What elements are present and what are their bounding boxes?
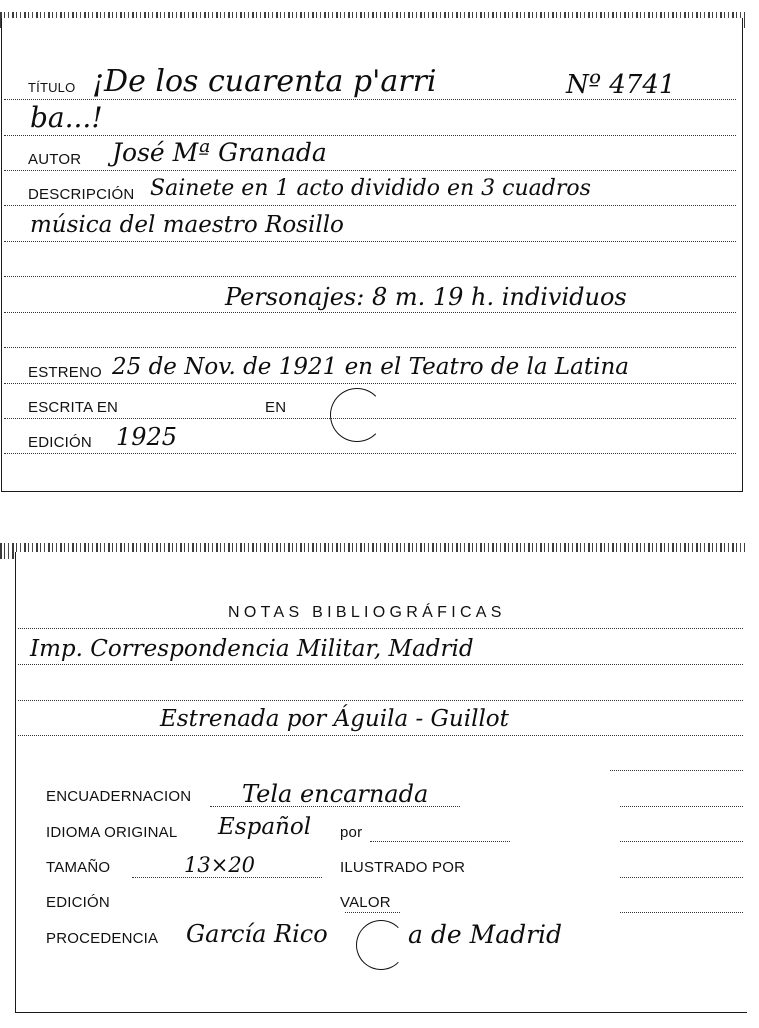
label-tamano: TAMAÑO	[46, 859, 111, 876]
rule-line	[18, 628, 743, 629]
rule-line	[18, 700, 743, 701]
rule-line	[4, 383, 736, 384]
label-por: por	[340, 824, 363, 841]
rule-line	[4, 312, 736, 313]
label-edicion: EDICIÓN	[28, 434, 92, 451]
handwritten-description-2: música del maestro Rosillo	[30, 212, 344, 238]
handwritten-language: Español	[218, 814, 312, 840]
label-ilustrado-por: ILUSTRADO POR	[340, 859, 466, 876]
rule-line	[370, 841, 510, 842]
rule-line	[4, 205, 736, 206]
label-descripcion: DESCRIPCIÓN	[28, 186, 135, 203]
punch-hole-mark	[330, 388, 384, 442]
handwritten-author: José Mª Granada	[112, 138, 327, 167]
rule-line	[620, 877, 743, 878]
rule-line	[610, 770, 743, 771]
label-escrita-en: ESCRITA EN	[28, 399, 119, 416]
handwritten-characters: Personajes: 8 m. 19 h. individuos	[225, 283, 627, 311]
handwritten-title-continued: ba...!	[30, 101, 103, 134]
rule-line	[132, 877, 322, 878]
handwritten-provenance-a: García Rico	[186, 920, 328, 948]
handwritten-premiere: 25 de Nov. de 1921 en el Teatro de la Latina	[112, 354, 629, 380]
label-en: EN	[265, 399, 287, 416]
punch-hole-mark	[356, 920, 406, 970]
label-estreno: ESTRENO	[28, 364, 102, 381]
rule-line	[620, 841, 743, 842]
bibliographic-notes-heading: NOTAS BIBLIOGRÁFICAS	[228, 604, 506, 621]
rule-line	[18, 735, 743, 736]
handwritten-size: 13×20	[184, 853, 256, 877]
rule-line	[4, 347, 736, 348]
handwritten-binding: Tela encarnada	[242, 780, 429, 808]
label-procedencia: PROCEDENCIA	[46, 930, 159, 947]
rule-line	[4, 453, 736, 454]
handwritten-printer: Imp. Correspondencia Militar, Madrid	[30, 636, 474, 662]
label-idioma-original: IDIOMA ORIGINAL	[46, 824, 178, 841]
label-edicion-notes: EDICIÓN	[46, 894, 110, 911]
handwritten-title: ¡De los cuarenta p'arri	[92, 64, 437, 99]
handwritten-provenance-b: a de Madrid	[408, 920, 563, 949]
handwritten-edition-year: 1925	[116, 423, 178, 451]
rule-line	[4, 241, 736, 242]
rule-line	[620, 806, 743, 807]
label-titulo: TÍTULO	[28, 80, 76, 95]
label-valor: VALOR	[340, 894, 391, 911]
rule-line	[620, 912, 743, 913]
label-autor: AUTOR	[28, 151, 82, 168]
rule-line	[345, 912, 400, 913]
rule-line	[4, 135, 736, 136]
handwritten-catalog-number: Nº 4741	[566, 70, 676, 100]
rule-line	[4, 170, 736, 171]
handwritten-description-1: Sainete en 1 acto dividido en 3 cuadros	[150, 176, 591, 201]
rule-line	[4, 276, 736, 277]
label-encuadernacion: ENCUADERNACION	[46, 788, 192, 805]
handwritten-premiered-by: Estrenada por Águila - Guillot	[160, 706, 509, 732]
rule-line	[18, 664, 743, 665]
